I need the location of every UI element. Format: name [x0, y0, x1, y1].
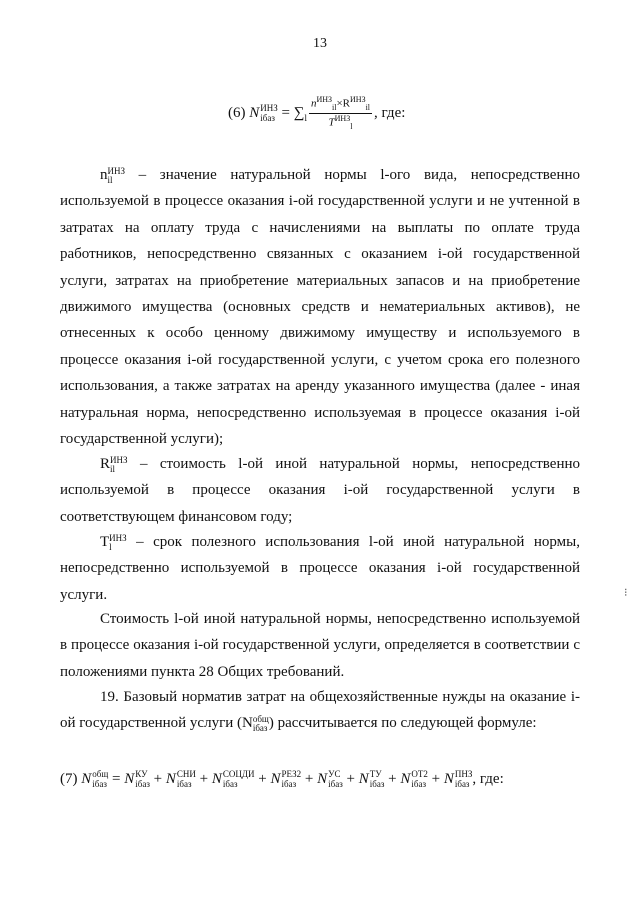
- formula-7: (7) N общ iбаз = N КУ iбаз + N СНИ iбаз + N СОЦДИ iбаз + N РЕЗ2 iбаз + N УС iбаз + N ТУ iбаз + N ОТ2 iбаз + N ПНЗ iбаз , где:: [60, 769, 504, 789]
- formula-7-terms: N КУ iбаз + N СНИ iбаз + N СОЦДИ iбаз + N РЕЗ2 iбаз + N УС iбаз + N ТУ iбаз + N ОТ2 iбаз + N ПНЗ iбаз: [124, 769, 473, 789]
- paragraph-cost: Стоимость l-ой иной натуральной нормы, непосредственно используемой в процессе оказания i-ой государственной услуги, определяется в соответствии с положениями пункта 28 Общих требований.: [60, 611, 580, 680]
- formula-7-term: N УС iбаз: [317, 769, 343, 789]
- formula-7-term: N СОЦДИ iбаз: [211, 769, 255, 789]
- formula-7-term: N ТУ iбаз: [358, 769, 385, 789]
- definition-r: R ИНЗ il – стоимость l-ой иной натуральной нормы, непосредственно используемой в процессе оказания i-ой государственной услуги в соответствующем финансовом году;: [60, 454, 580, 525]
- margin-mark: ⁝: [624, 587, 628, 599]
- definition-n: n ИНЗ il – значение натуральной нормы l-ого вида, непосредственно используемой в процессе оказания i-ой государственной услуги и не учтенной в затратах на оплату труда с начислениями на выплаты по оплате труда работников, непосредственно связанных с оказанием i-ой государственной услуги, затратах на приобретение материальных запасов и на приобретение движимого имущества (основных средств и нематериальных активов), не отнесенных к особо ценному движимому имуществу и используемого в процессе оказания i-ой государственной услуги, с учетом срока его полезного использования, а также затратах на аренду указанного имущества (далее - иная натуральная норма, непосредственно используемая в процессе оказания i-ой государственной услуги);: [60, 165, 580, 448]
- formula-7-term: N ПНЗ iбаз: [443, 769, 473, 789]
- formula-6: (6) N ИНЗ iбаз = $\sum_l$ $\frac{n^{ИНЗ}_{il}\times R^{ИНЗ}_{il}}{T^{ИНЗ}_l}$ , где:: [228, 95, 406, 132]
- definition-t: T ИНЗ l – срок полезного использования l-ой иной натуральной нормы, непосредственно используемой в процессе оказания i-ой государственной услуги.: [60, 532, 580, 603]
- paragraph-19: 19. Базовый норматив затрат на общехозяйственные нужды на оказание i-ой государственной услуги (N общ iбаз ) рассчитывается по следующей формуле:: [60, 689, 580, 733]
- page-number: 13: [313, 36, 327, 51]
- formula-7-term: N КУ iбаз: [124, 769, 150, 789]
- formula-6-fraction: $\frac{n^{ИНЗ}_{il}\times R^{ИНЗ}_{il}}{T^{ИНЗ}_l}$: [310, 95, 371, 132]
- formula-7-term: N СНИ iбаз: [165, 769, 196, 789]
- formula-7-term: N ОТ2 iбаз: [400, 769, 428, 789]
- formula-7-term: N РЕЗ2 iбаз: [270, 769, 302, 789]
